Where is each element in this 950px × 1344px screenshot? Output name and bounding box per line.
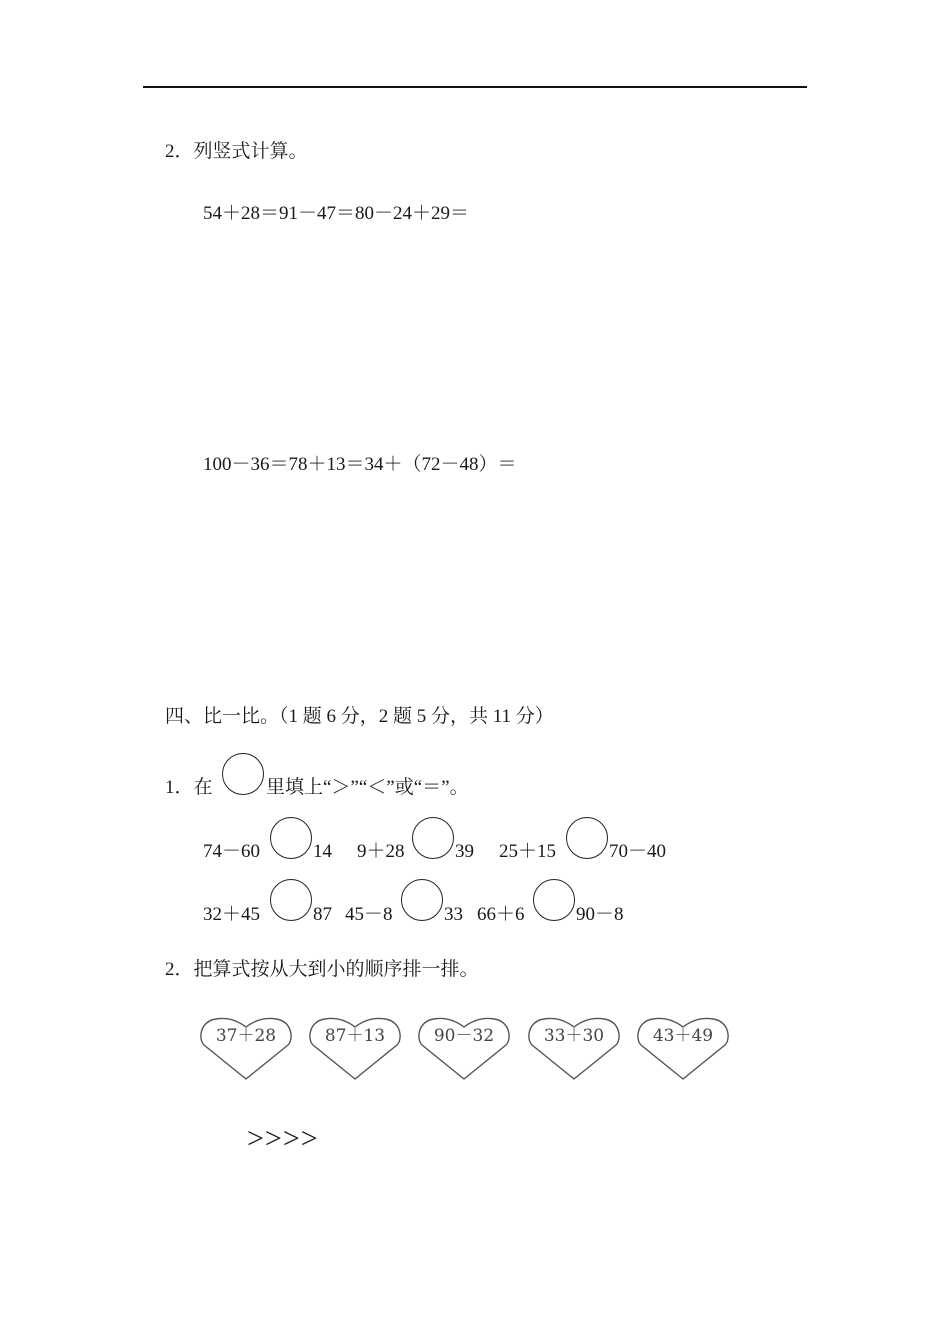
- compare-left: 45－8: [345, 904, 393, 925]
- compare-right: 33: [444, 904, 463, 925]
- heart-card: [635, 1013, 731, 1083]
- heart-card: [526, 1013, 622, 1083]
- compare-right: 70－40: [609, 841, 667, 862]
- order-answer-line: >>>>: [247, 1122, 319, 1155]
- compare-right: 39: [455, 841, 474, 862]
- q1-suffix: 里填上“＞”“＜”或“＝”。: [266, 777, 469, 798]
- compare-left: 74－60: [203, 841, 261, 862]
- compare-left: 25＋15: [499, 841, 557, 862]
- compare-left: 9＋28: [357, 841, 405, 862]
- compare-circle-input[interactable]: [401, 879, 443, 921]
- compare-left: 66＋6: [477, 904, 525, 925]
- section-4-heading: 四、比一比。（1 题 6 分，2 题 5 分，共 11 分）: [165, 706, 554, 727]
- compare-circle-input[interactable]: [412, 817, 454, 859]
- compare-circle-input[interactable]: [533, 879, 575, 921]
- question-2-sort-title: 2．把算式按从大到小的顺序排一排。: [165, 959, 479, 980]
- vertical-calc-row-1: 54＋28＝91－47＝80－24＋29＝: [203, 203, 470, 224]
- question-2-title: 2．列竖式计算。: [165, 141, 308, 162]
- heart-expression: 43＋49: [652, 1026, 714, 1046]
- compare-circle-input[interactable]: [270, 879, 312, 921]
- compare-right: 90－8: [576, 904, 624, 925]
- compare-circle-input[interactable]: [566, 817, 608, 859]
- compare-circle-input[interactable]: [270, 817, 312, 859]
- heart-expression: 37＋28: [215, 1026, 277, 1046]
- heart-expression: 90－32: [433, 1026, 495, 1046]
- compare-circle-example: [222, 753, 264, 795]
- heart-expression: 87＋13: [324, 1026, 386, 1046]
- heart-card: [307, 1013, 403, 1083]
- heart-card: [416, 1013, 512, 1083]
- q1-prefix: 1．在: [165, 777, 213, 798]
- header-rule: [143, 86, 807, 88]
- compare-left: 32＋45: [203, 904, 261, 925]
- heart-card: [198, 1013, 294, 1083]
- vertical-calc-row-2: 100－36＝78＋13＝34＋（72－48）＝: [203, 454, 517, 475]
- compare-right: 14: [313, 841, 332, 862]
- compare-right: 87: [313, 904, 332, 925]
- heart-expression: 33＋30: [543, 1026, 605, 1046]
